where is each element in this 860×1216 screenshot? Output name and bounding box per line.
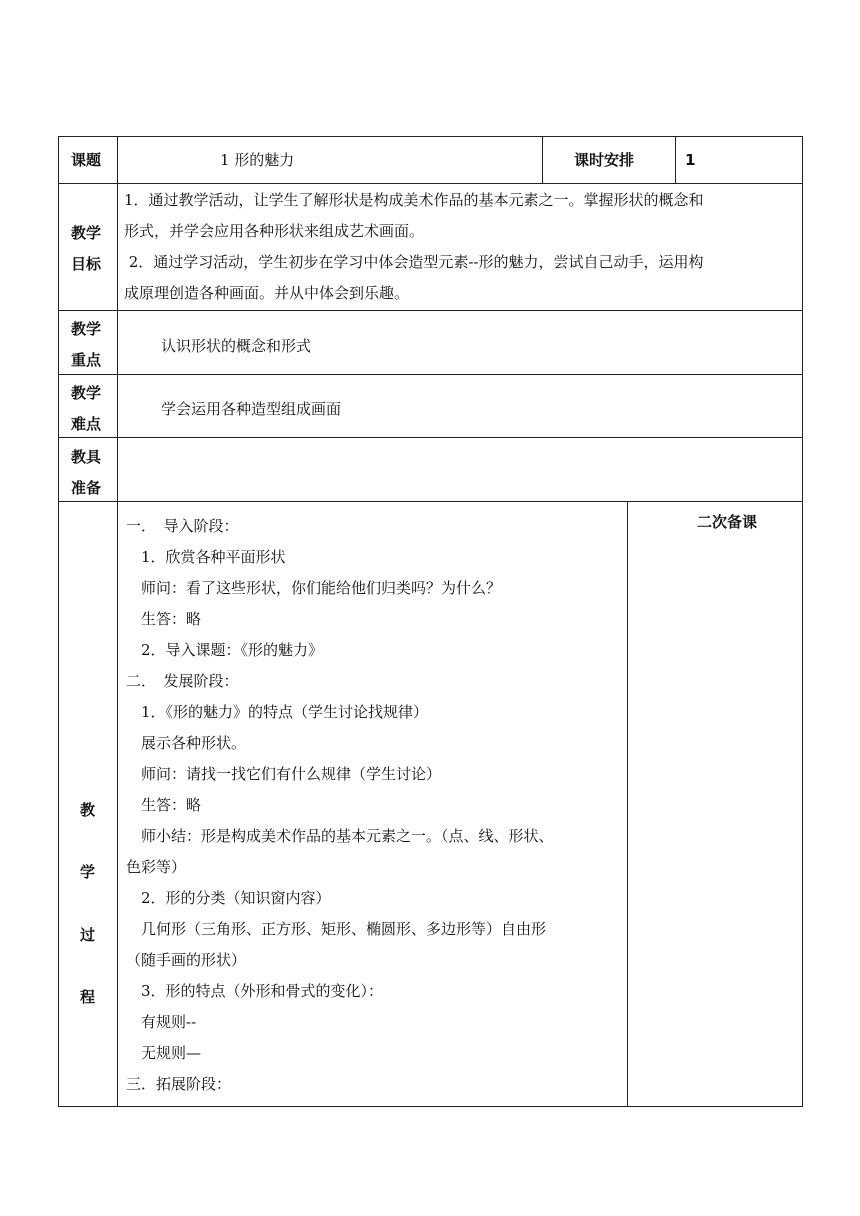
objectives-line: 2．通过学习活动，学生初步在学习中体会造型元素--形的魅力，尝试自己动手，运用构	[124, 253, 704, 271]
process-label-char: 学	[80, 863, 96, 881]
difficulties-label-1: 教学	[71, 384, 102, 402]
process-line: 二． 发展阶段：	[126, 672, 239, 690]
table-col-divider	[117, 136, 118, 1107]
process-line: 无规则—	[126, 1044, 202, 1062]
process-text	[126, 511, 554, 1100]
table-row-divider	[58, 501, 803, 502]
table-row-divider	[58, 183, 803, 184]
process-line: （随手画的形状）	[126, 951, 247, 969]
process-line: 有规则--	[126, 1013, 197, 1031]
process-label-char: 程	[80, 988, 96, 1006]
objectives-text	[124, 185, 704, 309]
materials-label-2: 准备	[71, 479, 102, 497]
table-col-divider	[542, 136, 543, 183]
lesson-plan-table	[58, 136, 803, 1107]
process-line: 师问：看了这些形状，你们能给他们归类吗？为什么？	[126, 579, 502, 597]
hours-label: 课时安排	[574, 151, 635, 169]
objectives-line: 1．通过教学活动，让学生了解形状是构成美术作品的基本元素之一。掌握形状的概念和	[124, 191, 704, 209]
process-line: 1．欣赏各种平面形状	[126, 548, 286, 566]
table-row-divider	[58, 374, 803, 375]
table-row-divider	[58, 310, 803, 311]
process-line: 3．形的特点（外形和骨式的变化）：	[126, 982, 384, 1000]
difficulties-label-2: 难点	[71, 415, 102, 433]
table-col-divider	[627, 501, 628, 1106]
topic-value: 1 形的魅力	[220, 151, 295, 169]
process-line: 2．形的分类（知识窗内容）	[126, 889, 331, 907]
table-row-divider	[58, 437, 803, 438]
key-points-label-1: 教学	[71, 320, 102, 338]
process-line: 几何形（三角形、正方形、矩形、椭圆形、多边形等）自由形	[126, 920, 547, 938]
objectives-label-2: 目标	[71, 255, 102, 273]
process-line: 展示各种形状。	[126, 734, 247, 752]
objectives-label-1: 教学	[71, 224, 102, 242]
topic-label: 课题	[71, 151, 102, 169]
process-line: 生答：略	[126, 610, 202, 628]
process-line: 1．《形的魅力》的特点（学生讨论找规律）	[126, 703, 429, 721]
hours-value: 1	[685, 151, 696, 169]
table-col-divider	[675, 136, 676, 183]
process-line: 师小结：形是构成美术作品的基本元素之一。（点、线、形状、	[126, 827, 554, 845]
process-line: 生答：略	[126, 796, 202, 814]
materials-label-1: 教具	[71, 448, 102, 466]
process-label-char: 过	[80, 926, 96, 944]
table-border	[58, 1106, 803, 1107]
process-label-char: 教	[80, 801, 96, 819]
table-border	[58, 136, 59, 1107]
difficulties-text: 学会运用各种造型组成画面	[161, 400, 342, 418]
process-line: 师问：请找一找它们有什么规律（学生讨论）	[126, 765, 442, 783]
process-line: 一． 导入阶段：	[126, 517, 239, 535]
process-line: 三．拓展阶段：	[126, 1075, 232, 1093]
objectives-line: 形式，并学会应用各种形状来组成艺术画面。	[124, 222, 425, 240]
second-preparation-header: 二次备课	[697, 513, 758, 531]
table-border	[802, 136, 803, 1107]
key-points-label-2: 重点	[71, 351, 102, 369]
process-line: 色彩等）	[126, 858, 187, 876]
key-points-text: 认识形状的概念和形式	[161, 337, 312, 355]
process-line: 2．导入课题：《形的魅力》	[126, 641, 324, 659]
objectives-line: 成原理创造各种画面。并从中体会到乐趣。	[124, 284, 410, 302]
table-border	[58, 136, 803, 137]
